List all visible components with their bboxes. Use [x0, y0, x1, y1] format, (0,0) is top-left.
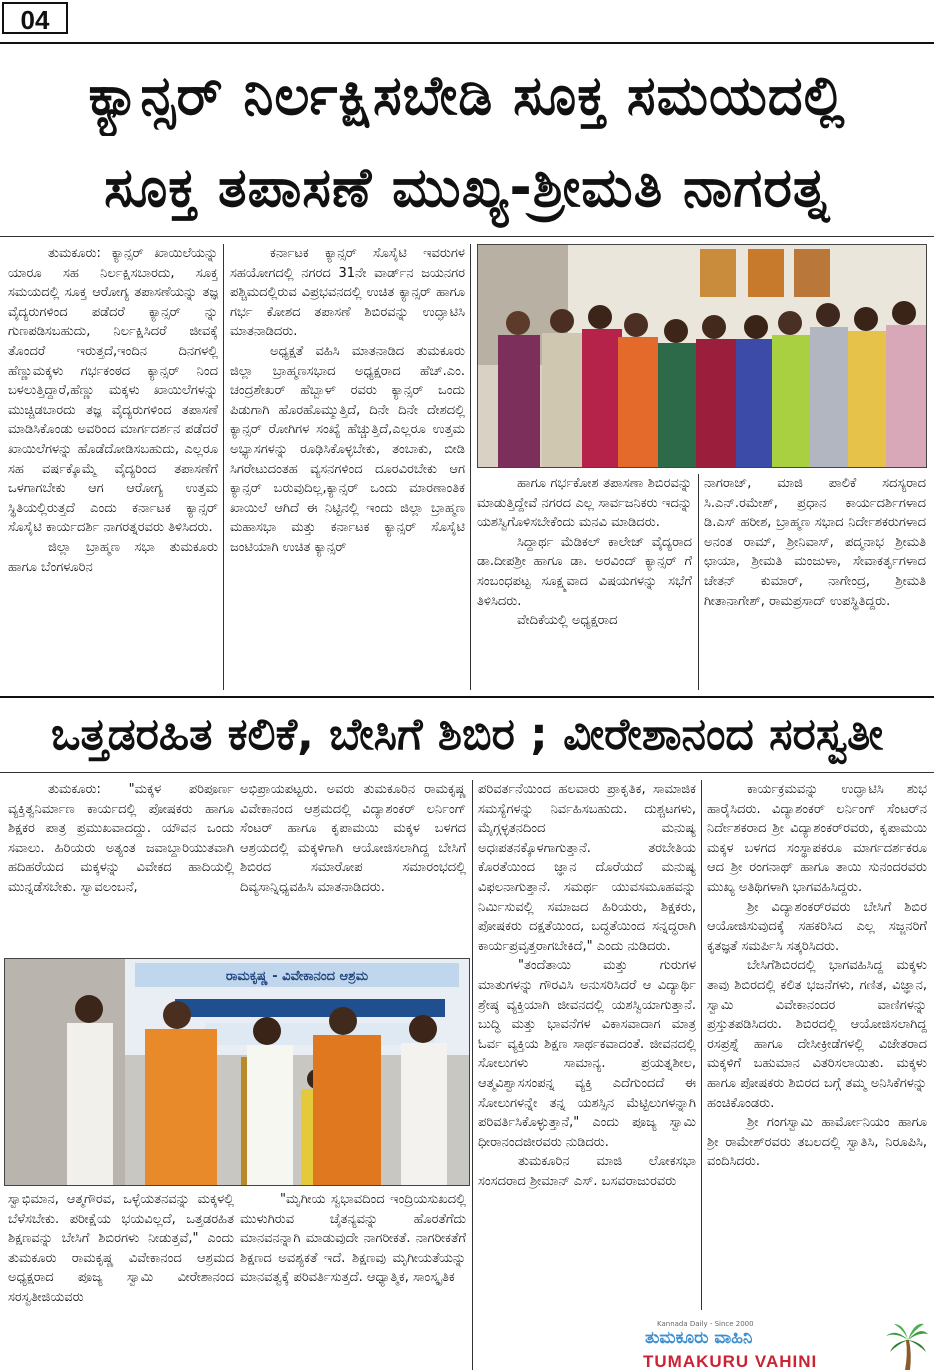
- article2-paragraph: ಕಾರ್ಯಕ್ರಮವನ್ನು ಉದ್ಘಾಟಿಸಿ ಶುಭ ಹಾರೈಸಿದರು. ವಿದ್ಯಾಶಂಕರ್ ಲರ್ನಿಂಗ್ ಸೆಂಟರ್‌ನ ನಿರ್ದೇಶಕರಾದ ಶ್ರೀ ವಿದ್ಯಾಶಂಕರ್‌ರವರು, ಕೃಪಾಮಯಿ ಮಕ್ಕಳ ಬಳಗದ ಸಂಸ್ಥಾಪಕರೂ ಮಾರ್ಗದರ್ಶಕರೂ ಆದ ಶ್ರೀ ರಂಗನಾಥ್ ಹಾಗೂ ತಾಯಿ ಸುನಂದರವರು ಮುಖ್ಯ ಅತಿಥಿಗಳಾಗಿ ಭಾಗವಹಿಸಿದ್ದರು.: [707, 782, 927, 895]
- article2-paragraph: "ಮೃಗೀಯ ಸ್ವಭಾವದಿಂದ ಇಂದ್ರಿಯಸುಖದಲ್ಲಿ ಮುಳುಗಿರುವ ಚೈತನ್ಯವನ್ನು ಹೊರತೆಗೆದು ಮಾನವನನ್ನಾಗಿ ಮಾಡುವುದೇ ನಾಗರೀಕತೆ. ನಾಗರೀಕತೆಗೆ ಶಿಕ್ಷಣದ ಅವಶ್ಯಕತೆ ಇದೆ. ಶಿಕ್ಷಣವು ಮೃಗೀಯತೆಯನ್ನು ಮಾನವತ್ವಕ್ಕೆ ಪರಿವರ್ತಿಸುತ್ತದೆ. ಆಧ್ಯಾತ್ಮಿಕ, ಸಾಂಸ್ಕೃತಿಕ: [240, 1192, 466, 1286]
- article1-rule: [0, 236, 934, 237]
- column-divider: [470, 244, 471, 690]
- logo-kannada-text: ತುಮಕೂರು ವಾಹಿನಿ: [645, 1328, 753, 1348]
- article2-paragraph: ಬೇಸಿಗೆಶಿಬಿರದಲ್ಲಿ ಭಾಗವಹಿಸಿದ್ದ ಮಕ್ಕಳು ತಾವು ಶಿಬಿರದಲ್ಲಿ ಕಲಿತ ಭಜನೆಗಳು, ಗಣಿತ, ವಿಜ್ಞಾನ, ಸ್ವಾಮಿ ವಿವೇಕಾನಂದರ ವಾಣಿಗಳನ್ನು ಪ್ರಸ್ತುತಪಡಿಸಿದರು. ಶಿಬಿರದಲ್ಲಿ ಆಯೋಜಿಸಲಾಗಿದ್ದ ರಸಪ್ರಶ್ನೆ ಹಾಗೂ ದೇಸೀಕ್ರೀಡೆಗಳಲ್ಲಿ ವಿಜೇತರಾದ ಮಕ್ಕಳಿಗೆ ಬಹುಮಾನ ವಿತರಿಸಲಾಯಿತು. ಮಕ್ಕಳು ಹಾಗೂ ಪೋಷಕರು ಶಿಬಿರದ ಬಗ್ಗೆ ತಮ್ಮ ಅನಿಸಿಕೆಗಳನ್ನು ಹಂಚಿಕೊಂಡರು.: [707, 958, 927, 1111]
- article2-paragraph: "ತಂದೆತಾಯಿ ಮತ್ತು ಗುರುಗಳ ಮಾತುಗಳನ್ನು ಗೌರವಿಸಿ ಅನುಸರಿಸಿದರೆ ಆ ವಿದ್ಯಾರ್ಥಿ ಶ್ರೇಷ್ಠ ವ್ಯಕ್ತಿಯಾಗಿ ಜೀವನದಲ್ಲಿ ಯಶಸ್ವಿಯಾಗುತ್ತಾನೆ. ಬುದ್ಧಿ ಮತ್ತು ಭಾವನೆಗಳ ವಿಕಾಸವಾದಾಗ ಮಾತ್ರ ಓರ್ವ ವ್ಯಕ್ತಿಯ ಶಿಕ್ಷಣ ಸಾರ್ಥಕವಾದಂತೆ. ಜೀವನದಲ್ಲಿ ಸೋಲುಗಳು ಸಾಮಾನ್ಯ. ಪ್ರಯತ್ನಶೀಲ, ಆತ್ಮವಿಶ್ವಾಸಸಂಪನ್ನ ವ್ಯಕ್ತಿ ಎದೆಗುಂದದೆ ಈ ಸೋಲುಗಳನ್ನೇ ತನ್ನ ಯಶಸ್ಸಿನ ಮೆಟ್ಟಿಲುಗಳನ್ನಾಗಿ ಪರಿವರ್ತಿಸಿಕೊಳ್ಳುತ್ತಾನೆ," ಎಂದು ಪೂಜ್ಯ ಸ್ವಾಮಿ ಧೀರಾನಂದಜೀರವರು ನುಡಿದರು.: [478, 958, 696, 1150]
- newspaper-logo: [625, 1318, 934, 1370]
- top-rule: [0, 42, 934, 44]
- page-number: 04: [2, 2, 68, 34]
- column-divider: [698, 474, 699, 690]
- article2-headline: ಒತ್ತಡರಹಿತ ಕಲಿಕೆ, ಬೇಸಿಗೆ ಶಿಬಿರ ; ವೀರೇಶಾನಂದ ಸರಸ್ವತೀ: [50, 709, 884, 760]
- article2-column-1-bottom: [8, 1190, 234, 1370]
- article1-paragraph: ವೇದಿಕೆಯಲ್ಲಿ ಅಧ್ಯಕ್ಷರಾದ: [517, 613, 618, 629]
- article1-column-1: [8, 244, 218, 694]
- article2-paragraph: ಶ್ರೀ ವಿದ್ಯಾಶಂಕರ್‌ರವರು ಬೇಸಿಗೆ ಶಿಬಿರ ಆಯೋಜಿಸುವುದಕ್ಕೆ ಸಹಕರಿಸಿದ ಎಲ್ಲ ಸಜ್ಜನರಿಗೆ ಕೃತಜ್ಞತೆ ಸಮರ್ಪಿಸಿ ಸತ್ಕರಿಸಿದರು.: [707, 899, 927, 954]
- article2-paragraph: ಅಭಿಪ್ರಾಯಪಟ್ಟರು. ಅವರು ತುಮಕೂರಿನ ರಾಮಕೃಷ್ಣ ವಿವೇಕಾನಂದ ಆಶ್ರಮದಲ್ಲಿ ವಿದ್ಯಾಶಂಕರ್ ಲರ್ನಿಂಗ್ ಸೆಂಟರ್ ಹಾಗೂ ಕೃಪಾಮಯಿ ಮಕ್ಕಳ ಬಳಗದ ಆಶ್ರಯದಲ್ಲಿ ಮಕ್ಕಳಿಗಾಗಿ ಆಯೋಜಿಸಲಾಗಿದ್ದ ಬೇಸಿಗೆ ಶಿಬಿರದ ಸಮಾರೋಪ ಸಮಾರಂಭದಲ್ಲಿ ದಿವ್ಯಸಾನ್ನಿಧ್ಯವಹಿಸಿ ಮಾತನಾಡಿದರು.: [240, 782, 466, 895]
- article1-headline-line1: ಕ್ಯಾನ್ಸರ್ ನಿರ್ಲಕ್ಷಿಸಬೇಡಿ ಸೂಕ್ತ ಸಮಯದಲ್ಲಿ: [88, 64, 846, 127]
- article1-paragraph: ನಾಗರಾಜ್, ಮಾಜಿ ಪಾಲಿಕೆ ಸದಸ್ಯರಾದ ಸಿ.ಎನ್.ರಮೇಶ್, ಪ್ರಧಾನ ಕಾರ್ಯದರ್ಶಿಗಳಾದ ಡಿ.ಎಸ್ ಹರೀಶ, ಬ್ರಾಹ್ಮಣ ಸಭಾದ ನಿರ್ದೇಶಕರುಗಳಾದ ಅನಂತ ರಾಮ್, ಶ್ರೀನಿವಾಸ್, ಪದ್ಮನಾಭ ಶ್ರೀಮತಿ ಛಾಯಾ, ಶ್ರೀಮತಿ ಮಂಜುಳಾ, ಸೇವಾಕರ್ತೃಗಳಾದ ಚೇತನ್ ಕುಮಾರ್, ನಾಗೇಂದ್ರ, ಶ್ರೀಮತಿ ಗೀತಾನಾಗೇಶ್, ರಾಮಪ್ರಸಾದ್ ಉಪಸ್ಥಿತಿದ್ದರು.: [704, 476, 926, 609]
- article1-column-3: [477, 474, 692, 694]
- article-separator: [0, 696, 934, 698]
- article2-paragraph: ತುಮಕೂರಿನ ಮಾಜಿ ಲೋಕಸಭಾ ಸಂಸದರಾದ ಶ್ರೀಮಾನ್ ಎಸ್. ಬಸವರಾಜುರವರು: [478, 1154, 696, 1189]
- article1-photo: [477, 244, 927, 468]
- article2-paragraph: ತುಮಕೂರು: "ಮಕ್ಕಳ ಪರಿಪೂರ್ಣ ವ್ಯಕ್ತಿತ್ವನಿರ್ಮಾಣ ಕಾರ್ಯದಲ್ಲಿ ಪೋಷಕರು ಹಾಗೂ ಶಿಕ್ಷಕರ ಪಾತ್ರ ಪ್ರಮುಖವಾದದ್ದು. ಯೌವನ ಒಂದು ಸವಾಲು. ಹಿರಿಯರು ಅತ್ಯಂತ ಜವಾಬ್ದಾರಿಯುತವಾಗಿ ಹದಿಹರೆಯದ ಮಕ್ಕಳನ್ನು ವಿವೇಕದ ಹಾದಿಯಲ್ಲಿ ಮುನ್ನಡೆಸಬೇಕು. ಸ್ವಾವಲಂಬನೆ,: [8, 782, 234, 895]
- article1-headline-line2: ಸೂಕ್ತ ತಪಾಸಣೆ ಮುಖ್ಯ-ಶ್ರೀಮತಿ ನಾಗರತ್ನ: [104, 156, 830, 219]
- article2-column-2-top: [240, 780, 466, 956]
- column-divider: [223, 244, 224, 690]
- article2-rule: [0, 772, 934, 773]
- article1-paragraph: ಹಾಗೂ ಗರ್ಭಕೋಶ ತಪಾಸಣಾ ಶಿಬಿರವನ್ನು ಮಾಡುತ್ತಿದ್ದೇವೆ ನಗರದ ಎಲ್ಲ ಸಾರ್ವಜನಿಕರು ಇದನ್ನು ಯಶಸ್ವಿಗೊಳಿಸಬೇಕೆಂದು ಮನವಿ ಮಾಡಿದರು.: [477, 476, 692, 531]
- column-divider: [701, 780, 702, 1310]
- article2-photo: [4, 958, 470, 1186]
- article2-paragraph: ಸ್ವಾಭಿಮಾನ, ಆತ್ಮಗೌರವ, ಒಳ್ಳೆಯತನವನ್ನು ಮಕ್ಕಳಲ್ಲಿ ಬೆಳೆಸಬೇಕು. ಪರೀಕ್ಷೆಯ ಭಯವಿಲ್ಲದೆ, ಒತ್ತಡರಹಿತ ಶಿಕ್ಷಣವನ್ನು ಬೇಸಿಗೆ ಶಿಬಿರಗಳು ನೀಡುತ್ತವೆ," ಎಂದು ತುಮಕೂರು ರಾಮಕೃಷ್ಣ ವಿವೇಕಾನಂದ ಆಶ್ರಮದ ಅಧ್ಯಕ್ಷರಾದ ಪೂಜ್ಯ ಸ್ವಾಮಿ ವೀರೇಶಾನಂದ ಸರಸ್ವತೀಜಿಯವರು: [8, 1192, 234, 1305]
- column-divider: [472, 780, 473, 1370]
- article1-paragraph: ಅಧ್ಯಕ್ಷತೆ ವಹಿಸಿ ಮಾತನಾಡಿದ ತುಮಕೂರು ಜಿಲ್ಲಾ ಬ್ರಾಹ್ಮಣಸಭಾದ ಅಧ್ಯಕ್ಷರಾದ ಹೆಚ್.ಎಂ. ಚಂದ್ರಶೇಖರ್ ಹೆಬ್ಬಾಳ್ ರವರು ಕ್ಯಾನ್ಸರ್ ಒಂದು ಪಿಡುಗಾಗಿ ಹೊರಹೊಮ್ಮುತ್ತಿದೆ, ದಿನೇ ದಿನೇ ದೇಶದಲ್ಲಿ ಕ್ಯಾನ್ಸರ್ ರೋಗಿಗಳ ಸಂಖ್ಯೆ ಹೆಚ್ಚುತ್ತಿದೆ,ಎಲ್ಲರೂ ಉತ್ತಮ ಅಭ್ಯಾಸಗಳನ್ನು ರೂಢಿಸಿಕೊಳ್ಳಬೇಕು, ತಂಬಾಕು, ಬೀಡಿ ಸಿಗರೇಟುದಂತಹ ವ್ಯಸನಗಳಿಂದ ದೂರವಿರಬೇಕು ಆಗ ಕ್ಯಾನ್ಸರ್ ಬರುವುದಿಲ್ಲ,ಕ್ಯಾನ್ಸರ್ ಒಂದು ಮಾರಣಾಂತಿಕ ಖಾಯಿಲೆ ಆಗಿದೆ ಈ ನಿಟ್ಟಿನಲ್ಲಿ ಇಂದು ಜಿಲ್ಲಾ ಬ್ರಾಹ್ಮಣ ಮಹಾಸಭಾ ಮತ್ತು ಕರ್ನಾಟಕ ಕ್ಯಾನ್ಸರ್ ಸೊಸೈಟಿ ಜಂಟಿಯಾಗಿ ಉಚಿತ ಕ್ಯಾನ್ಸರ್: [230, 343, 465, 555]
- article2-column-3: [478, 780, 696, 1370]
- photo-banner-text: ರಾಮಕೃಷ್ಣ - ವಿವೇಕಾನಂದ ಆಶ್ರಮ: [225, 969, 369, 984]
- article1-paragraph: ತುಮಕೂರು: ಕ್ಯಾನ್ಸರ್ ಖಾಯಿಲೆಯನ್ನು ಯಾರೂ ಸಹ ನಿರ್ಲಕ್ಷಿಸಬಾರದು, ಸೂಕ್ತ ಸಮಯದಲ್ಲಿ ಸೂಕ್ತ ಆರೋಗ್ಯ ತಪಾಸಣೆಯನ್ನು ತಜ್ಞ ವೈದ್ಯರುಗಳಿಂದ ಪಡೆದರೆ ಕ್ಯಾನ್ಸರ್ ನ್ನು ಗುಣಪಡಿಸಬಹುದು, ನಿರ್ಲಕ್ಷಿಸಿದರೆ ಜೀವಕ್ಕೆ ತೊಂದರೆ ಇರುತ್ತದೆ,ಇಂದಿನ ದಿನಗಳಲ್ಲಿ ಹೆಣ್ಣುಮಕ್ಕಳು ಗರ್ಭಕಂಠದ ಕ್ಯಾನ್ಸರ್ ನಿಂದ ಬಳಲುತ್ತಿದ್ದಾರೆ,ಹೆಣ್ಣು ಮಕ್ಕಳು ಖಾಯಿಲೆಗಳನ್ನು ಮುಚ್ಚಿಡಬಾರದು ತಜ್ಞ ವೈದ್ಯರುಗಳಿಂದ ತಪಾಸಣೆ ಮಾಡಿಸಿಕೊಂಡು ಅವರಿಂದ ಮಾರ್ಗದರ್ಶನ ಪಡೆದರೆ ಖಾಯಿಲೆಗಳನ್ನು ಹೊಡೆದೋಡಿಸಬಹುದು, ಎಲ್ಲರೂ ಸಹ ವರ್ಷಕ್ಕೊಮ್ಮೆ ವೈದ್ಯರಿಂದ ತಪಾಸಣೆಗೆ ಒಳಗಾಗಬೇಕು ಆಗ ಆರೋಗ್ಯ ಉತ್ತಮ ಸ್ಥಿತಿಯಲ್ಲಿರುತ್ತದೆ ಎಂದು ಕರ್ನಾಟಕ ಕ್ಯಾನ್ಸರ್ ಸೊಸೈಟಿ ಕಾರ್ಯದರ್ಶಿ ನಾಗರತ್ನರವರು ತಿಳಿಸಿದರು.: [8, 246, 218, 536]
- logo-latin-text: TUMAKURU VAHINI: [643, 1352, 818, 1371]
- article1-paragraph: ಸಿದ್ದಾರ್ಥ ಮೆಡಿಕಲ್ ಕಾಲೇಜ್ ವೈದ್ಯರಾದ ಡಾ.ದೀಪಶ್ರೀ ಹಾಗೂ ಡಾ. ಅರವಿಂದ್ ಕ್ಯಾನ್ಸರ್ ಗೆ ಸಂಬಂಧಪಟ್ಟ ಸೂಕ್ಷ್ಮವಾದ ವಿಷಯಗಳನ್ನು ಸಭೆಗೆ ತಿಳಿಸಿದರು.: [477, 534, 692, 609]
- article1-paragraph: ಕರ್ನಾಟಕ ಕ್ಯಾನ್ಸರ್ ಸೊಸೈಟಿ ಇವರುಗಳ ಸಹಯೋಗದಲ್ಲಿ ನಗರದ 31ನೇ ವಾರ್ಡ್‌ನ ಜಯನಗರ ಪಶ್ಚಿಮದಲ್ಲಿರುವ ವಿಪ್ರಭವನದಲ್ಲಿ ಉಚಿತ ಕ್ಯಾನ್ಸರ್ ಹಾಗೂ ಗರ್ಭ ಕೋಶದ ತಪಾಸಣೆ ಶಿಬಿರವನ್ನು ಉದ್ಘಾಟಿಸಿ ಮಾತನಾಡಿದರು.: [230, 246, 465, 340]
- article2-column-2-bottom: [240, 1190, 466, 1370]
- article1-column-4: [704, 474, 926, 694]
- palm-tree-icon: [886, 1322, 928, 1370]
- article2-paragraph: ಶ್ರೀ ಗಂಗಸ್ವಾಮಿ ಹಾರ್ಮೋನಿಯಂ ಹಾಗೂ ಶ್ರೀ ರಾಮೇಶ್‌ರವರು ತಬಲದಲ್ಲಿ ಸ್ವಾತಿಸಿ, ನಿರೂಪಿಸಿ, ವಂದಿಸಿದರು.: [707, 1115, 927, 1170]
- article1-paragraph: ಜಿಲ್ಲಾ ಬ್ರಾಹ್ಮಣ ಸಭಾ ತುಮಕೂರು ಹಾಗೂ ಬೆಂಗಳೂರಿನ: [8, 539, 218, 575]
- article2-column-1-top: [8, 780, 234, 956]
- article2-paragraph: ಪರಿವರ್ತನೆಯಿಂದ ಹಲವಾರು ಪ್ರಾಕೃತಿಕ, ಸಾಮಾಜಿಕ ಸಮಸ್ಯೆಗಳನ್ನು ನಿರ್ವಹಿಸಬಹುದು. ದುಶ್ಚಟಗಳು, ಮೈಗ್ಗಳ್ಳತನದಿಂದ ಮನುಷ್ಯ ಅಧಃಪತನಕ್ಕೊಳಗಾಗುತ್ತಾನೆ. ತರಬೇತಿಯ ಕೊರತೆಯಿಂದ ಜ್ಞಾನ ದೊರೆಯದೆ ಮನುಷ್ಯ ವಿಫಲನಾಗುತ್ತಾನೆ. ಸಮರ್ಥ ಯುವಸಮೂಹವನ್ನು ನಿರ್ಮಿಸುವಲ್ಲಿ ಸಮಾಜದ ಹಿರಿಯರು, ಶಿಕ್ಷಕರು, ಪೋಷಕರು ದಕ್ಷತೆಯಿಂದ, ಬದ್ಧತೆಯಿಂದ ಸನ್ನದ್ಧರಾಗಿ ಕಾರ್ಯಪ್ರವೃತ್ತರಾಗಬೇಕಿದೆ," ಎಂದು ನುಡಿದರು.: [478, 782, 696, 954]
- article2-column-4: [707, 780, 927, 1316]
- logo-tagline: Kannada Daily - Since 2000: [657, 1320, 754, 1328]
- article1-column-2: [230, 244, 465, 694]
